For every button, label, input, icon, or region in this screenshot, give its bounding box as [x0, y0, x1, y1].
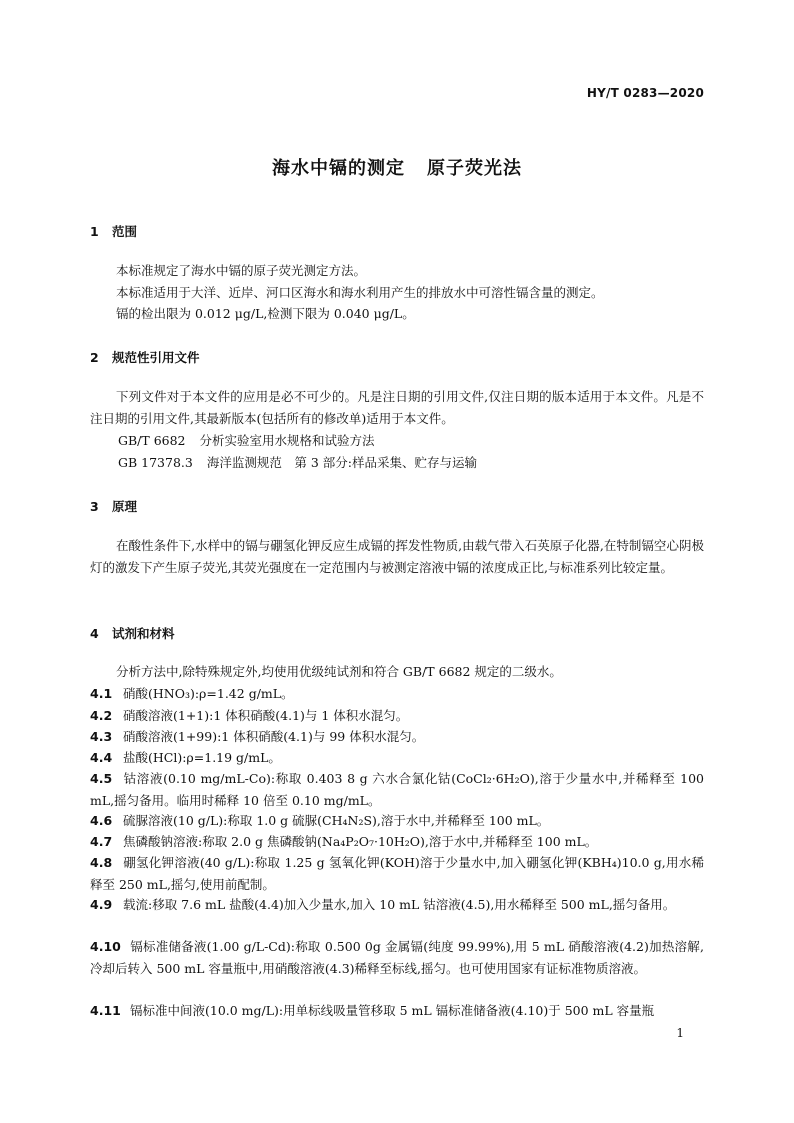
- clause-number: 4.4: [90, 750, 113, 765]
- clause-item: [90, 852, 704, 895]
- section-heading-1: [90, 222, 137, 240]
- paragraph: 本标准适用于大洋、近岸、河口区海水和海水利用产生的排放水中可溶性镉含量的测定。: [116, 285, 604, 300]
- reference-item: [118, 430, 375, 452]
- section-heading-4: [90, 624, 175, 642]
- page-number: 1: [676, 1026, 684, 1040]
- clause-number: 4.6: [90, 813, 113, 828]
- clause-text: 焦磷酸钠溶液:称取 2.0 g 焦磷酸钠(Na₄P₂O₇·10H₂O),溶于水中,并稀释至 100 mL。: [123, 834, 598, 849]
- section-title: 原理: [112, 499, 138, 514]
- section-heading-2: [90, 348, 200, 366]
- clause-text: 硝酸溶液(1+1):1 体积硝酸(4.1)与 1 体积水混匀。: [123, 708, 409, 723]
- section-number: 2: [90, 350, 99, 365]
- paragraph: 本标准规定了海水中镉的原子荧光测定方法。: [116, 263, 367, 278]
- clause-number: 4.10: [90, 939, 121, 954]
- clause-item: [90, 894, 704, 916]
- title-part1: 海水中镉的测定: [272, 158, 405, 179]
- section-title: 规范性引用文件: [112, 350, 200, 365]
- reference-item: [118, 452, 477, 474]
- clause-number: 4.9: [90, 897, 113, 912]
- section-number: 3: [90, 499, 99, 514]
- standard-code: HY/T 0283—2020: [586, 86, 704, 100]
- clause-number: 4.3: [90, 729, 113, 744]
- clause-item: [90, 1000, 704, 1022]
- clause-text: 硝酸溶液(1+99):1 体积硝酸(4.1)与 99 体积水混匀。: [123, 729, 425, 744]
- reference-title: 分析实验室用水规格和试验方法: [199, 433, 375, 448]
- document-title: [0, 154, 794, 180]
- paragraph: 下列文件对于本文件的应用是必不可少的。凡是注日期的引用文件,仅注日期的版本适用于本文件。凡是不注日期的引用文件,其最新版本(包括所有的修改单)适用于本文件。: [90, 389, 704, 426]
- paragraph: 在酸性条件下,水样中的镉与硼氢化钾反应生成镉的挥发性物质,由载气带入石英原子化器,在特制镉空心阴极灯的激发下产生原子荧光,其荧光强度在一定范围内与被测定溶液中镉的浓度成正比,与标准系列比较定量。: [90, 538, 704, 575]
- clause-number: 4.2: [90, 708, 113, 723]
- section-number: 1: [90, 224, 99, 239]
- clause-text: 硼氢化钾溶液(40 g/L):称取 1.25 g 氢氧化钾(KOH)溶于少量水中,加入硼氢化钾(KBH₄)10.0 g,用水稀释至 250 mL,摇匀,使用前配制。: [90, 855, 704, 892]
- clause-text: 钴溶液(0.10 mg/mL-Co):称取 0.403 8 g 六水合氯化钴(CoCl₂·6H₂O),溶于少量水中,并稀释至 100 mL,摇匀备用。临用时稀释 10 倍至 0.10 mg/mL。: [90, 771, 704, 808]
- paragraph: 分析方法中,除特殊规定外,均使用优级纯试剂和符合 GB/T 6682 规定的二级水。: [116, 664, 562, 679]
- clause-text: 载流:移取 7.6 mL 盐酸(4.4)加入少量水,加入 10 mL 钴溶液(4.5),用水稀释至 500 mL,摇匀备用。: [123, 897, 676, 912]
- section-heading-3: [90, 497, 137, 515]
- reference-title: 海洋监测规范 第 3 部分:样品采集、贮存与运输: [206, 455, 477, 470]
- clause-item: [90, 936, 704, 979]
- clause-number: 4.7: [90, 834, 113, 849]
- clause-text: 镉标准储备液(1.00 g/L-Cd):称取 0.500 0g 金属镉(纯度 99.99%),用 5 mL 硝酸溶液(4.2)加热溶解,冷却后转入 500 mL 容量瓶中,用硝酸溶液(4.3)稀释至标线,摇匀。也可使用国家有证标准物质溶液。: [90, 939, 704, 976]
- clause-text: 硝酸(HNO₃):ρ=1.42 g/mL。: [123, 686, 294, 701]
- section-title: 试剂和材料: [112, 626, 175, 641]
- clause-item: [90, 705, 704, 727]
- clause-number: 4.11: [90, 1003, 121, 1018]
- clause-item: [90, 810, 704, 832]
- clause-number: 4.5: [90, 771, 113, 786]
- paragraph: 镉的检出限为 0.012 μg/L,检测下限为 0.040 μg/L。: [116, 306, 415, 321]
- title-part2: 原子荧光法: [427, 158, 522, 179]
- clause-item: [90, 831, 704, 853]
- clause-item: [90, 683, 704, 705]
- clause-number: 4.8: [90, 855, 113, 870]
- clause-text: 硫脲溶液(10 g/L):称取 1.0 g 硫脲(CH₄N₂S),溶于水中,并稀释至 100 mL。: [123, 813, 550, 828]
- clause-item: [90, 726, 704, 748]
- section-title: 范围: [112, 224, 138, 239]
- section-number: 4: [90, 626, 99, 641]
- clause-item: [90, 768, 704, 811]
- clause-number: 4.1: [90, 686, 113, 701]
- clause-text: 盐酸(HCl):ρ=1.19 g/mL。: [123, 750, 281, 765]
- reference-code: GB/T 6682: [118, 433, 186, 448]
- reference-code: GB 17378.3: [118, 455, 193, 470]
- clause-text: 镉标准中间液(10.0 mg/L):用单标线吸量管移取 5 mL 镉标准储备液(4.10)于 500 mL 容量瓶: [130, 1003, 655, 1018]
- clause-item: [90, 747, 704, 769]
